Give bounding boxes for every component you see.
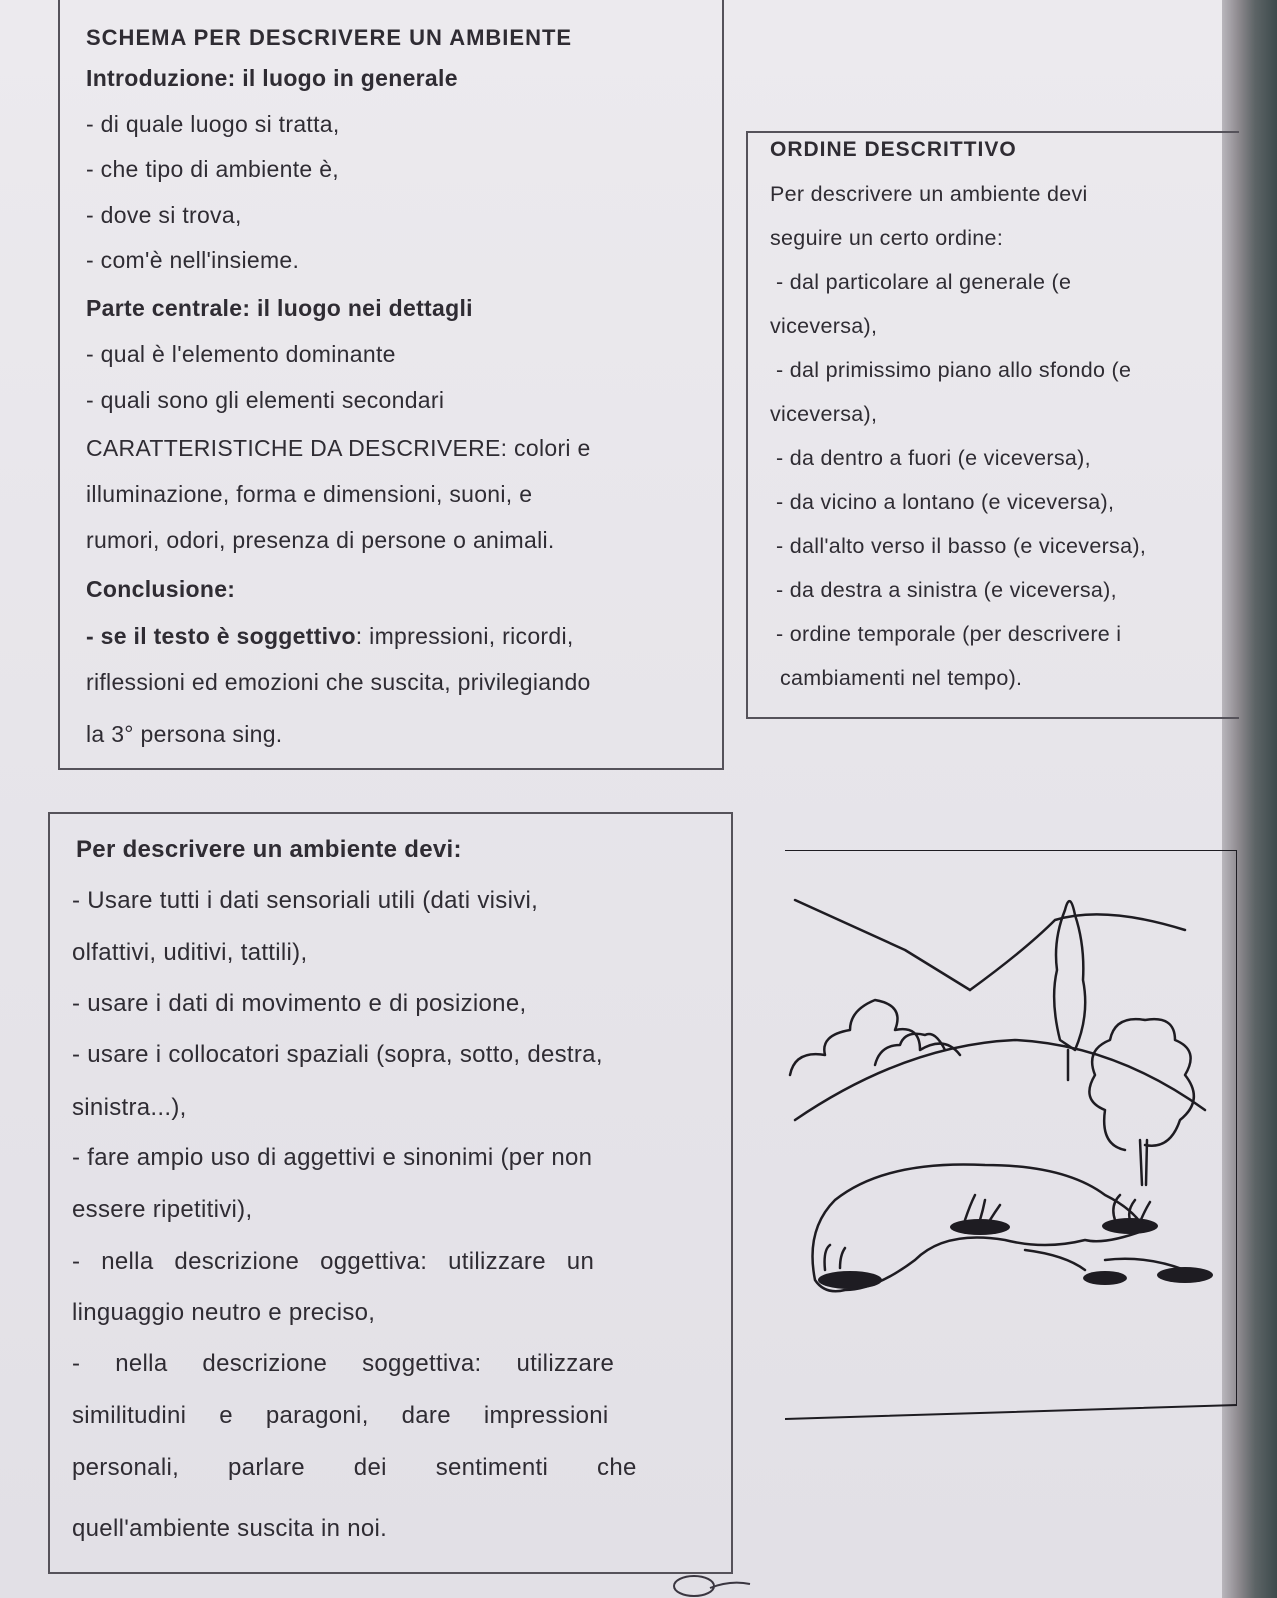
ordine-line: - da dentro a fuori (e viceversa), bbox=[776, 446, 1091, 470]
ordine-line: - da vicino a lontano (e viceversa), bbox=[776, 490, 1115, 514]
decorative-stamp-icon bbox=[660, 1570, 760, 1598]
ordine-line: viceversa), bbox=[770, 402, 878, 426]
istruzioni-line: - usare i dati di movimento e di posizione, bbox=[72, 990, 527, 1017]
conclusion-la: la bbox=[86, 721, 112, 747]
intro-item: - che tipo di ambiente è, bbox=[86, 156, 339, 182]
reed-icon bbox=[965, 1195, 1000, 1220]
rock-icon bbox=[818, 1271, 882, 1289]
central-item: - quali sono gli elementi secondari bbox=[86, 387, 445, 413]
intro-item: - com'è nell'insieme. bbox=[86, 247, 300, 273]
istruzioni-line: - usare i collocatori spaziali (sopra, sotto, destra, bbox=[72, 1041, 603, 1068]
istruzioni-line: similitudini e paragoni, dare impressioni bbox=[72, 1402, 609, 1429]
cypress-tree-icon bbox=[1054, 901, 1085, 1050]
istruzioni-line: quell'ambiente suscita in noi. bbox=[72, 1515, 388, 1542]
ordine-line: cambiamenti nel tempo). bbox=[780, 666, 1023, 690]
istruzioni-line: - nella descrizione oggettiva: utilizzare un bbox=[72, 1248, 595, 1275]
reed-icon bbox=[1113, 1195, 1150, 1222]
characteristics-line: illuminazione, forma e dimensioni, suoni, e bbox=[86, 481, 533, 507]
intro-item: - di quale luogo si tratta, bbox=[86, 111, 340, 137]
conclusion-rest: : impressioni, ricordi, bbox=[355, 623, 574, 649]
central-item: - qual è l'elemento dominante bbox=[86, 341, 396, 367]
rock-icon bbox=[950, 1219, 1010, 1235]
istruzioni-line: - nella descrizione soggettiva: utilizzare bbox=[72, 1350, 615, 1377]
tree-trunk bbox=[1140, 1140, 1147, 1185]
ordine-title: ORDINE DESCRITTIVO bbox=[770, 138, 1017, 161]
conclusion-person: persona sing. bbox=[133, 721, 283, 747]
ordine-line: - ordine temporale (per descrivere i bbox=[776, 622, 1122, 646]
conclusion-sup: 3° bbox=[111, 721, 134, 747]
intro-item: - dove si trova, bbox=[86, 202, 242, 228]
rock-icon bbox=[1083, 1271, 1127, 1285]
rock-icons bbox=[818, 1218, 1213, 1289]
ordine-line: - dal primissimo piano allo sfondo (e bbox=[776, 358, 1132, 382]
intro-heading: Introduzione: il luogo in generale bbox=[86, 65, 458, 91]
round-tree-icon bbox=[1089, 1019, 1194, 1150]
istruzioni-title: Per descrivere un ambiente devi: bbox=[76, 836, 462, 863]
conclusion-line-2: riflessioni ed emozioni che suscita, privilegiando bbox=[86, 669, 591, 695]
istruzioni-line: - fare ampio uso di aggettivi e sinonimi (per non bbox=[72, 1144, 593, 1171]
characteristics-line: rumori, odori, presenza di persone o animali. bbox=[86, 527, 555, 553]
ordine-line: - da destra a sinistra (e viceversa), bbox=[776, 578, 1117, 602]
istruzioni-line bbox=[72, 887, 712, 915]
conclusion-line-3 bbox=[86, 720, 282, 748]
frame-line bbox=[785, 1405, 1237, 1419]
central-heading: Parte centrale: il luogo nei dettagli bbox=[86, 295, 473, 321]
istruzioni-line: sinistra...), bbox=[72, 1094, 187, 1121]
conclusion-bold: - se il testo è soggettivo bbox=[86, 623, 356, 649]
hill-line bbox=[795, 1040, 1205, 1120]
conclusion-line bbox=[86, 622, 574, 650]
schema-title: SCHEMA PER DESCRIVERE UN AMBIENTE bbox=[86, 25, 573, 50]
ordine-line: Per descrivere un ambiente devi bbox=[770, 182, 1088, 206]
rock-icon bbox=[1157, 1267, 1213, 1283]
istruzioni-line: linguaggio neutro e preciso, bbox=[72, 1299, 376, 1326]
landscape-illustration bbox=[785, 850, 1237, 1425]
ordine-line: seguire un certo ordine: bbox=[770, 226, 1004, 250]
ordine-line: - dal particolare al generale (e bbox=[776, 270, 1072, 294]
ordine-line: - dall'alto verso il basso (e viceversa), bbox=[776, 534, 1147, 558]
istruzioni-line: personali, parlare dei sentimenti che bbox=[72, 1454, 637, 1481]
conclusion-heading: Conclusione: bbox=[86, 576, 236, 602]
reed-icon bbox=[825, 1245, 845, 1270]
ordine-line: viceversa), bbox=[770, 314, 878, 338]
rock-icon bbox=[1102, 1218, 1158, 1234]
istruzioni-line: olfattivi, uditivi, tattili), bbox=[72, 939, 308, 966]
istruzioni-text: - Usare tutti i dati sensoriali utili (dati visivi, bbox=[72, 887, 539, 914]
istruzioni-line: essere ripetitivi), bbox=[72, 1196, 253, 1223]
grass-line bbox=[1025, 1250, 1185, 1270]
mountain-left bbox=[795, 900, 970, 990]
characteristics-line: CARATTERISTICHE DA DESCRIVERE: colori e bbox=[86, 435, 591, 461]
